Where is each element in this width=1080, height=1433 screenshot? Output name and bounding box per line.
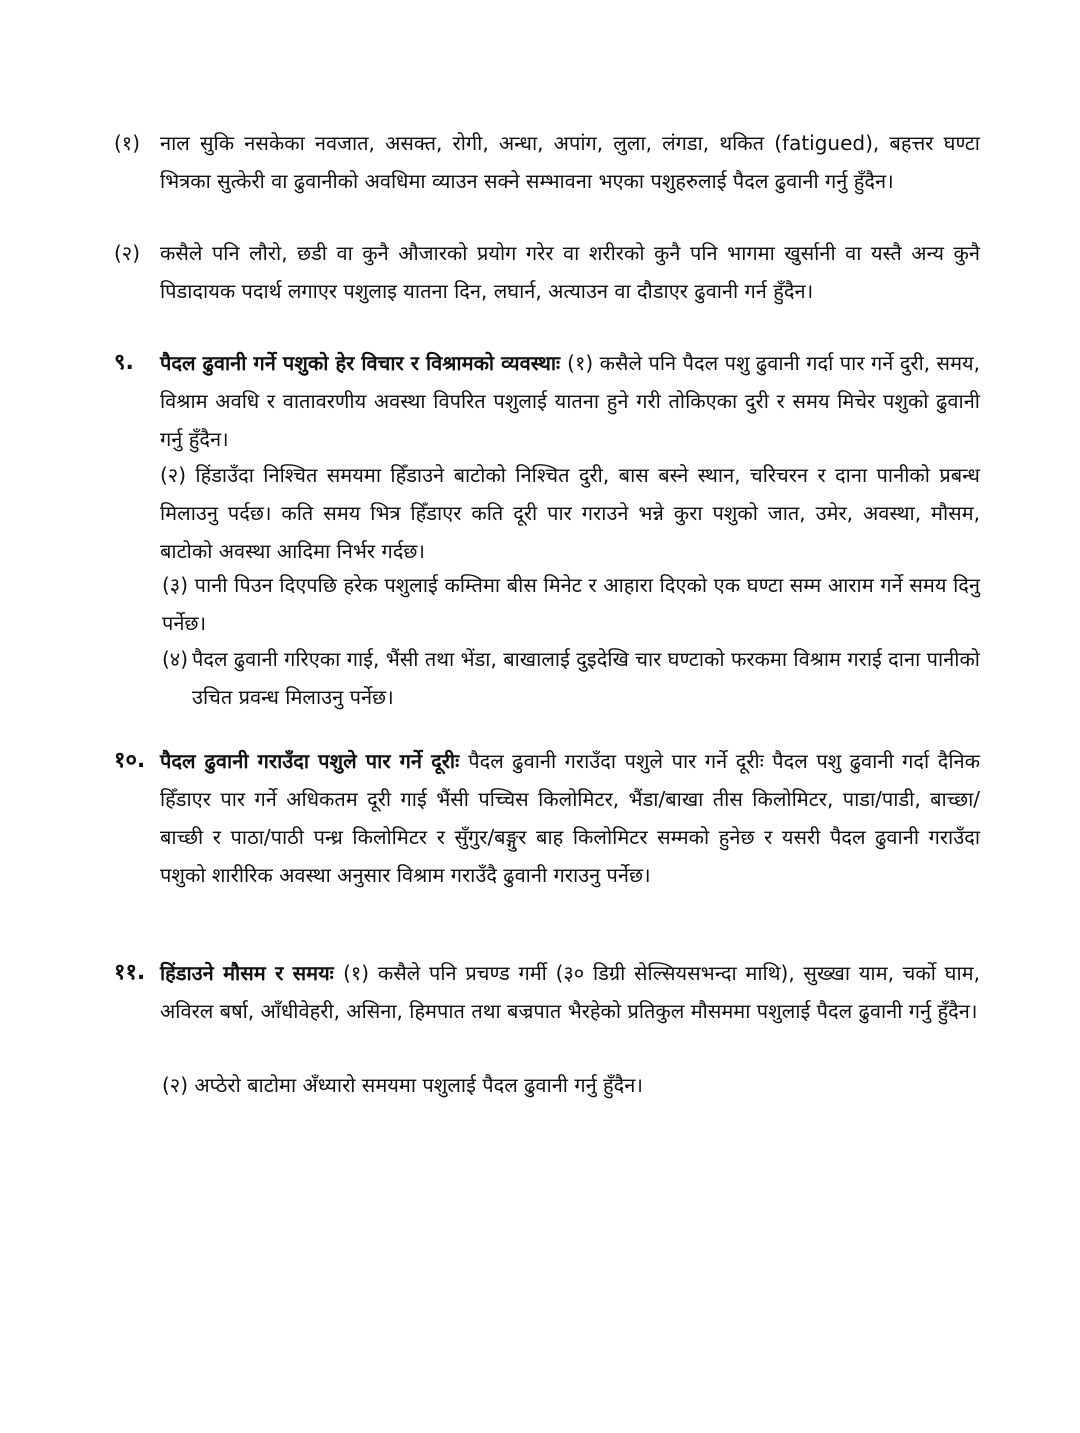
section-number: ९. <box>114 350 134 375</box>
section-11 <box>114 954 980 1030</box>
clause-8-1 <box>114 124 980 200</box>
section-heading: पैदल ढुवानी गराउँदा पशुले पार गर्ने दूरीः <box>160 749 469 773</box>
section-11-clause-2 <box>162 1066 980 1104</box>
clause-text: (२) अप्ठेरो बाटोमा अँध्यारो समयमा पशुलाई पैदल ढुवानी गर्नु हुँदैन। <box>162 1073 643 1097</box>
section-9 <box>114 344 980 458</box>
clause-text: (२) हिंडाउँदा निश्चित समयमा हिँडाउने बाटोको निश्चित दुरी, बास बस्ने स्थान, चरिचरन र दाना पानीको प्रबन्ध मिलाउनु पर्दछ। कति समय भित्र हिँडाएर कति दूरी पार गराउने भन्ने कुरा पशुको जात, उमेर, अवस्था, मौसम, बाटोको अवस्था आदिमा निर्भर गर्दछ। <box>160 463 980 563</box>
section-text: (१) कसैले पनि पैदल पशु ढुवानी गर्दा पार गर्ने दुरी, समय, विश्राम अवधि र वातावरणीय अवस्था विपरित पशुलाई यातना हुने गरी तोकिएका दुरी र समय मिचेर पशुको ढुवानी गर्नु हुँदैन। <box>160 351 980 451</box>
section-heading: पैदल ढुवानी गर्ने पशुको हेर विचार र विश्रामको व्यवस्थाः <box>160 351 568 375</box>
section-9-clause-3 <box>162 566 980 642</box>
clause-text: पैदल ढुवानी गरिएका गाई, भैंसी तथा भेंडा, बाखालाई दुइदेखि चार घण्टाको फरकमा विश्राम गराई दाना पानीको उचित प्रवन्ध मिलाउनु पर्नेछ। <box>192 647 980 709</box>
section-10 <box>114 742 980 894</box>
section-heading: हिंडाउने मौसम र समयः <box>160 961 344 985</box>
clause-number: (२) <box>114 241 141 265</box>
section-number: १०. <box>114 748 146 773</box>
clause-text: नाल सुकि नसकेका नवजात, असक्त, रोगी, अन्धा, अपांग, लुला, लंगडा, थकित (fatigued), बहत्तर घण्टा भित्रका सुत्केरी वा ढुवानीको अवधिमा व्याउन सक्ने सम्भावना भएका पशुहरुलाई पैदल ढुवानी गर्नु हुँदैन। <box>160 131 980 193</box>
section-text: पैदल ढुवानी गराउँदा पशुले पार गर्ने दूरीः पैदल पशु ढुवानी गर्दा दैनिक हिँडाएर पार गर्ने अधिकतम दूरी गाई भैंसी पच्चिस किलोमिटर, भैंडा/बाखा तीस किलोमिटर, पाडा/पाडी, बाच्छा/बाच्छी र पाठा/पाठी पन्ध्र किलोमिटर र सुँगुर/बङ्गुर बाह किलोमिटर सम्मको हुनेछ र यसरी पैदल ढुवानी गराउँदा पशुको शारीरिक अवस्था अनुसार विश्राम गराउँदै ढुवानी गराउनु पर्नेछ। <box>160 749 980 887</box>
section-number: ११. <box>114 960 146 985</box>
clause-8-2 <box>114 234 980 310</box>
section-text: (१) कसैले पनि प्रचण्ड गर्मी (३० डिग्री सेल्सियसभन्दा माथि), सुख्खा याम, चर्को घाम, अविरल बर्षा, आँधीवेहरी, असिना, हिमपात तथा बज्रपात भैरहेको प्रतिकुल मौसममा पशुलाई पैदल ढुवानी गर्नु हुँदैन। <box>160 961 980 1023</box>
clause-number: (१) <box>114 131 141 155</box>
section-9-clause-2 <box>160 456 980 570</box>
clause-text: कसैले पनि लौरो, छडी वा कुनै औजारको प्रयोग गरेर वा शरीरको कुनै पनि भागमा खुर्सानी वा यस्तै अन्य कुनै पिडादायक पदार्थ लगाएर पशुलाइ यातना दिन, लघार्न, अत्याउन वा दौडाएर ढुवानी गर्न हुँदैन। <box>160 241 980 303</box>
clause-number: (४) <box>162 647 189 671</box>
section-9-clause-4 <box>162 640 980 716</box>
clause-text: (३) पानी पिउन दिएपछि हरेक पशुलाई कम्तिमा बीस मिनेट र आहारा दिएको एक घण्टा सम्म आराम गर्ने समय दिनु पर्नेछ। <box>162 573 980 635</box>
